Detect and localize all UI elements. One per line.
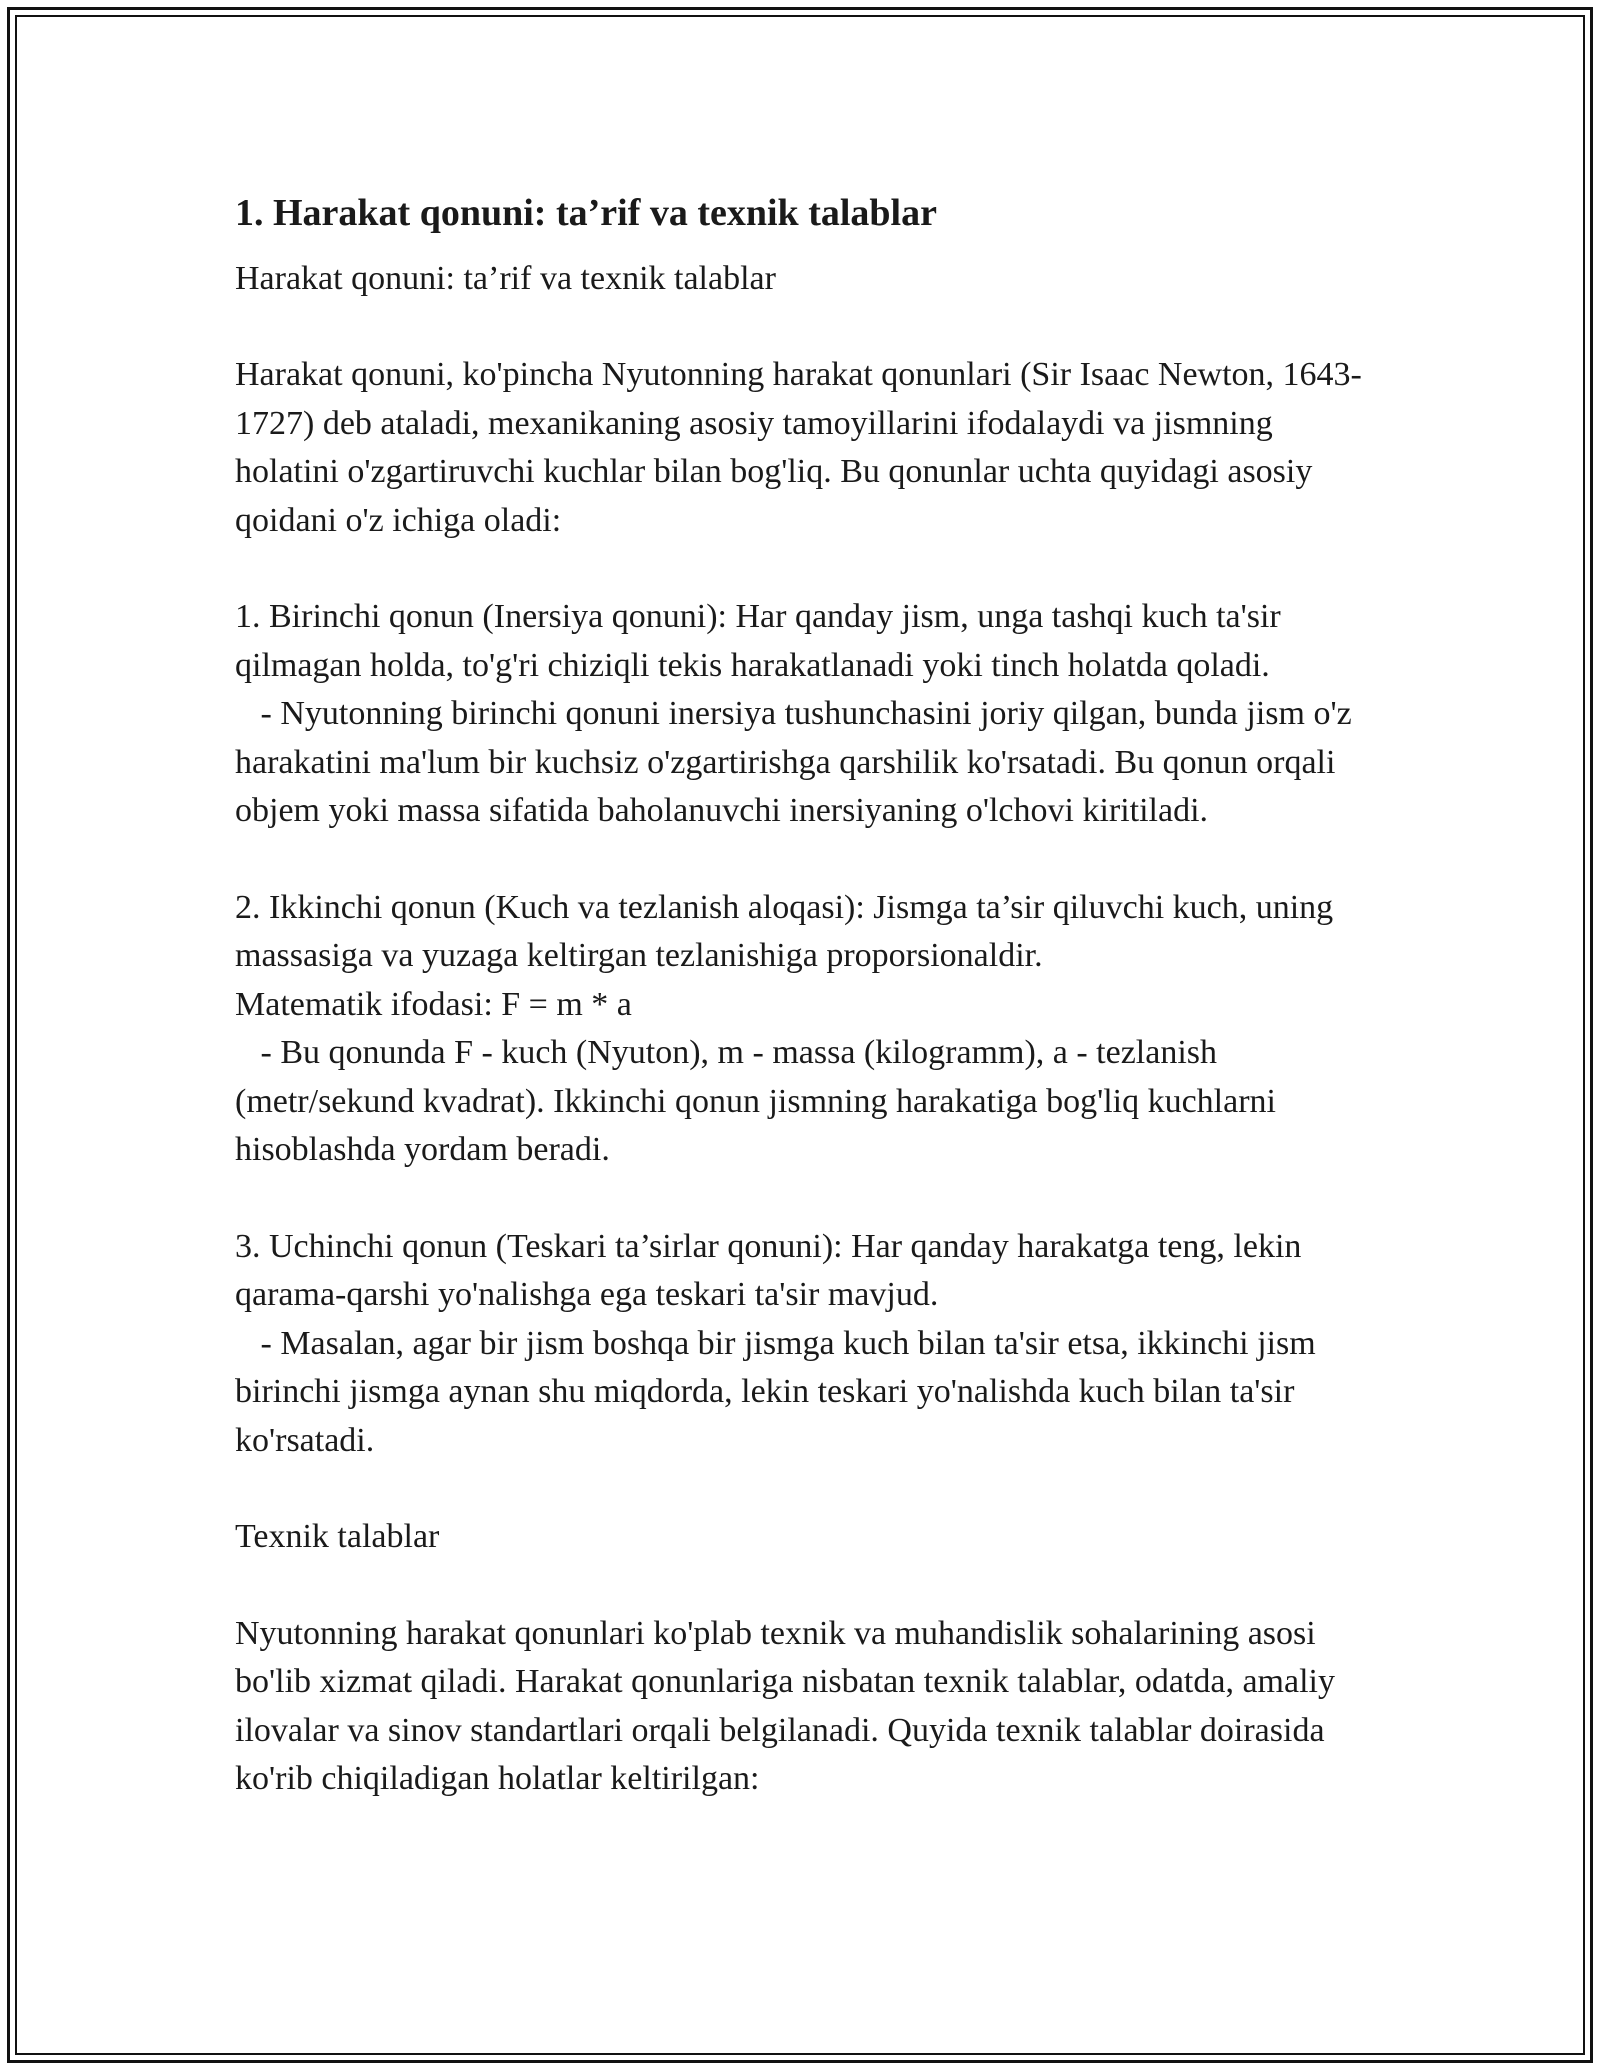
closing-paragraph: Nyutonning harakat qonunlari ko'plab texnik va muhandislik sohalarining asosi bo'lib xizmat qiladi. Harakat qonunlariga nisbatan texnik talablar, odatda, amaliy ilovalar va sinov standartlari orqali belgilanadi. Quyida texnik talablar doirasida ko'rib chiqiladigan holatlar keltirilgan:	[235, 1614, 1344, 1797]
document-subtitle: Harakat qonuni: ta’rif va texnik talablar	[235, 260, 776, 297]
law1-block	[235, 593, 1385, 836]
law1-statement: 1. Birinchi qonun (Inersiya qonuni): Har qanday jism, unga tashqi kuch ta'sir qilmagan holda, to'g'ri chiziqli tekis harakatlanadi yoki tinch holatda qoladi.	[235, 598, 1290, 684]
law2-statement: 2. Ikkinchi qonun (Kuch va tezlanish aloqasi): Jismga ta’sir qiluvchi kuch, uning massasiga va yuzaga keltirgan tezlanishiga proporsionaldir.	[235, 888, 1342, 974]
intro-paragraph: Harakat qonuni, ko'pincha Nyutonning harakat qonunlari (Sir Isaac Newton, 1643-1727) deb ataladi, mexanikaning asosiy tamoyillarini ifodalaydi va jismning holatini o'zgartiruvchi kuchlar bilan bog'liq. Bu qonunlar uchta quyidagi asosiy qoidani o'z ichiga oladi:	[235, 356, 1362, 539]
law3-statement: 3. Uchinchi qonun (Teskari ta’sirlar qonuni): Har qanday harakatga teng, lekin qarama-qarshi yo'nalishga ega teskari ta'sir mavjud.	[235, 1227, 1310, 1313]
document-heading: 1. Harakat qonuni: ta’rif va texnik talablar	[235, 192, 937, 234]
law1-note: - Nyutonning birinchi qonuni inersiya tushunchasini joriy qilgan, bunda jism o'z harakatini ma'lum bir kuchsiz o'zgartirishga qarshilik ko'rsatadi. Bu qonun orqali objem yoki massa sifatida baholanuvchi inersiyaning o'lchovi kiritiladi.	[235, 695, 1361, 829]
document-body	[235, 183, 1385, 1804]
section-title: Texnik talablar	[235, 1518, 440, 1555]
law3-block	[235, 1223, 1385, 1466]
law3-note: - Masalan, agar bir jism boshqa bir jismga kuch bilan ta'sir etsa, ikkinchi jism birinchi jismga aynan shu miqdorda, lekin teskari yo'nalishda kuch bilan ta'sir ko'rsatadi.	[235, 1324, 1325, 1459]
law2-formula: Matematik ifodasi: F = m * a	[235, 985, 632, 1023]
law2-block	[235, 884, 1385, 1175]
law2-note: - Bu qonunda F - kuch (Nyuton), m - massa (kilogramm), a - tezlanish (metr/sekund kvadrat). Ikkinchi qonun jismning harakatiga bog'liq kuchlarni hisoblashda yordam beradi.	[235, 1034, 1285, 1168]
